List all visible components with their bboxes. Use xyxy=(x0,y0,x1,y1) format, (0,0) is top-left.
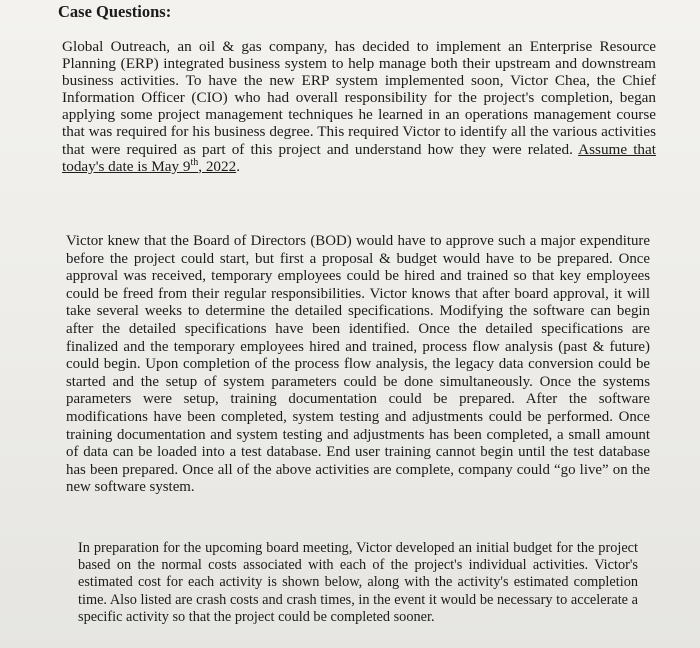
date-ordinal-suffix: th xyxy=(190,156,199,168)
paragraph-budget: In preparation for the upcoming board meeting, Victor developed an initial budget for the project based on the normal costs associated with each of the project's individual activities. Victor's estimated cost for each activity is shown below, along with the activity's estimated completion time. Also listed are crash costs and crash times, in the event it would be necessary to accelerate a specific activity so that the project could be completed sooner. xyxy=(78,540,638,625)
assumption-year: , 2022 xyxy=(198,157,237,175)
paragraph-activities: Victor knew that the Board of Directors (BOD) would have to approve such a major expenditure before the project could start, but first a proposal & budget would have to be prepared. Once approval was received, temporary employees could be hired and trained so that key employees could be freed from their regular responsibilities. Victor knows that after board approval, it will take several weeks to determine the detailed specifications. Modifying the software can begin after the detailed specifications have been identified. Once the detailed specifications are finalized and the temporary employees hired and trained, process flow analysis (past & future) could begin. Upon completion of the process flow analysis, the legacy data conversion could be started and the setup of system parameters could be done simultaneously. Once the systems parameters were setup, training documentation could be prepared. After the software modifications have been completed, system testing and adjustments could be performed. Once training documentation and system testing and adjustments has been completed, a small amount of data can be loaded into a test database. End user training cannot begin until the test database has been prepared. Once all of the above activities are complete, company could “go live” on the new software system. xyxy=(66,233,650,496)
intro-end: . xyxy=(236,157,240,175)
section-heading: Case Questions: xyxy=(58,2,172,21)
paragraph-intro xyxy=(62,38,656,175)
assumption-text: Assume that today's date is May 9 xyxy=(62,140,656,175)
intro-text: Global Outreach, an oil & gas company, has decided to implement an Enterprise Resource Planning (ERP) integrated business system to help manage both their upstream and downstream business activities. To have the new ERP system implemented soon, Victor Chea, the Chief Information Officer (CIO) who had overall responsibility for the project's completion, began applying some project management techniques he learned in an operations management course that was required for his business degree. This required Victor to identify all the various activities that were required as part of this project and understand how they were related. xyxy=(62,38,656,158)
